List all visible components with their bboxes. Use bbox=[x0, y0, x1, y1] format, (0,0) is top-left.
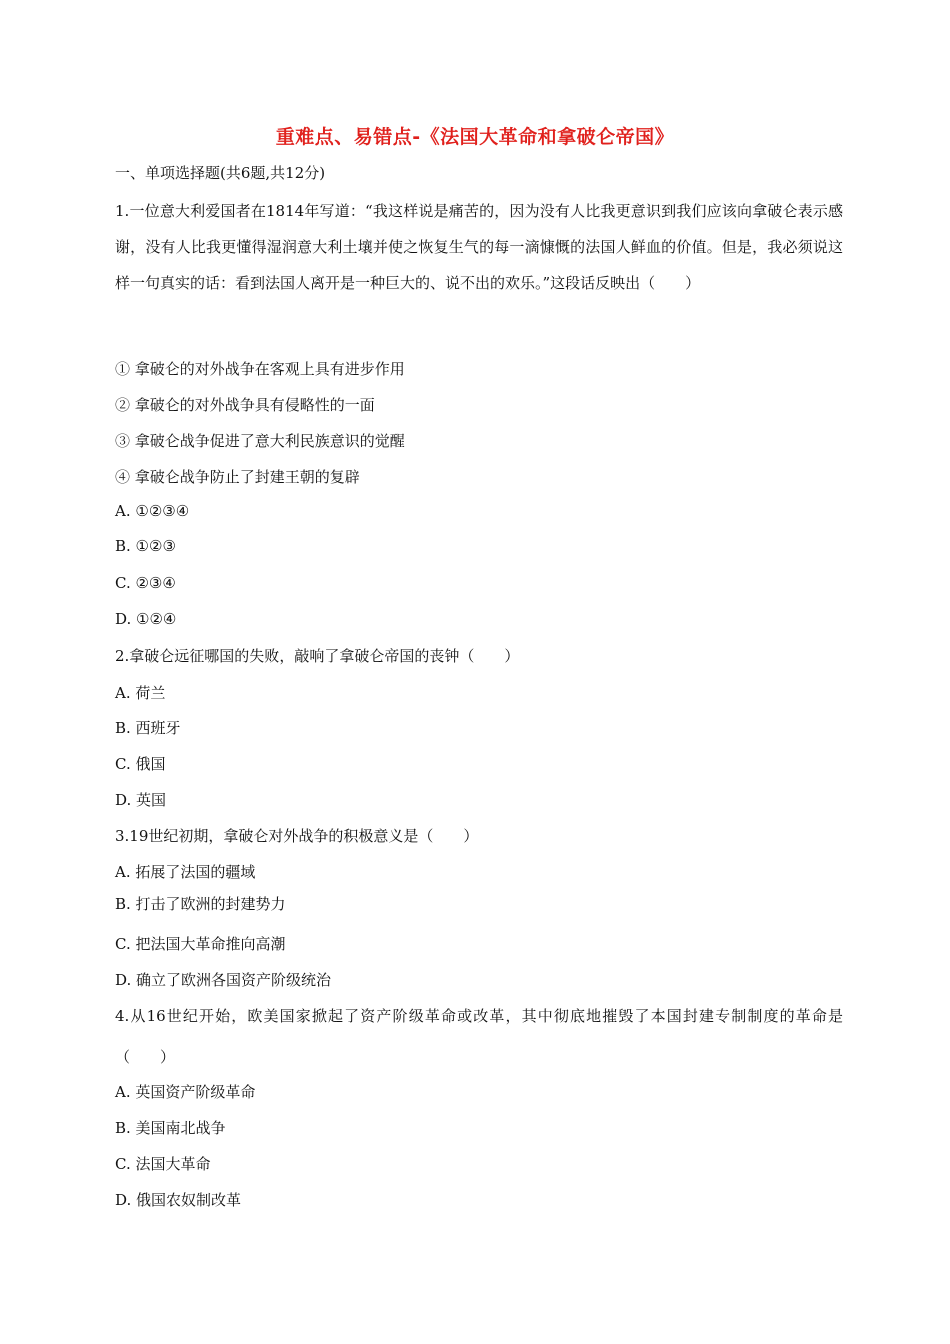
question-3-stem: 3.19世纪初期，拿破仑对外战争的积极意义是（ ） bbox=[115, 827, 479, 845]
question-1-statement-1: ① 拿破仑的对外战争在客观上具有进步作用 bbox=[115, 360, 405, 378]
question-1-option-a: A. ①②③④ bbox=[115, 502, 190, 520]
page-title: 重难点、易错点-《法国大革命和拿破仑帝国》 bbox=[275, 126, 675, 148]
question-4-option-a: A. 英国资产阶级革命 bbox=[115, 1083, 256, 1101]
question-3-option-c: C. 把法国大革命推向高潮 bbox=[115, 935, 286, 953]
question-1-stem: 1.一位意大利爱国者在1814年写道：“我这样说是痛苦的，因为没有人比我更意识到我们应该向拿破仑表示感谢，没有人比我更懂得湿润意大利土壤并使之恢复生气的每一滴慷慨的法国人鲜血的价值。但是，我必须说这样一句真实的话：看到法国人离开是一种巨大的、说不出的欢乐。”这段话反映出（ ） bbox=[115, 202, 843, 292]
question-3-option-b: B. 打击了欧洲的封建势力 bbox=[115, 895, 286, 913]
question-1-statement-2: ② 拿破仑的对外战争具有侵略性的一面 bbox=[115, 396, 375, 414]
question-2-option-a: A. 荷兰 bbox=[115, 684, 166, 702]
question-1-option-d: D. ①②④ bbox=[115, 610, 177, 628]
question-1-option-b: B. ①②③ bbox=[115, 537, 176, 555]
question-2-option-c: C. 俄国 bbox=[115, 755, 166, 773]
question-4-option-d: D. 俄国农奴制改革 bbox=[115, 1191, 242, 1209]
question-2-option-d: D. 英国 bbox=[115, 791, 167, 809]
section-heading: 一、单项选择题(共6题,共12分) bbox=[115, 164, 326, 182]
question-4-option-c: C. 法国大革命 bbox=[115, 1155, 211, 1173]
question-2-option-b: B. 西班牙 bbox=[115, 719, 181, 737]
question-4-option-b: B. 美国南北战争 bbox=[115, 1119, 226, 1137]
question-1-statement-3: ③ 拿破仑战争促进了意大利民族意识的觉醒 bbox=[115, 432, 405, 450]
question-1-statement-4: ④ 拿破仑战争防止了封建王朝的复辟 bbox=[115, 468, 360, 486]
question-1-option-c: C. ②③④ bbox=[115, 574, 176, 592]
question-2-stem: 2.拿破仑远征哪国的失败，敲响了拿破仑帝国的丧钟（ ） bbox=[115, 647, 520, 665]
question-4-stem: 4.从16世纪开始，欧美国家掀起了资产阶级革命或改革，其中彻底地摧毁了本国封建专制制度的革命是（ ） bbox=[115, 1007, 843, 1066]
question-3-option-d: D. 确立了欧洲各国资产阶级统治 bbox=[115, 971, 332, 989]
question-3-option-a: A. 拓展了法国的疆域 bbox=[115, 863, 256, 881]
